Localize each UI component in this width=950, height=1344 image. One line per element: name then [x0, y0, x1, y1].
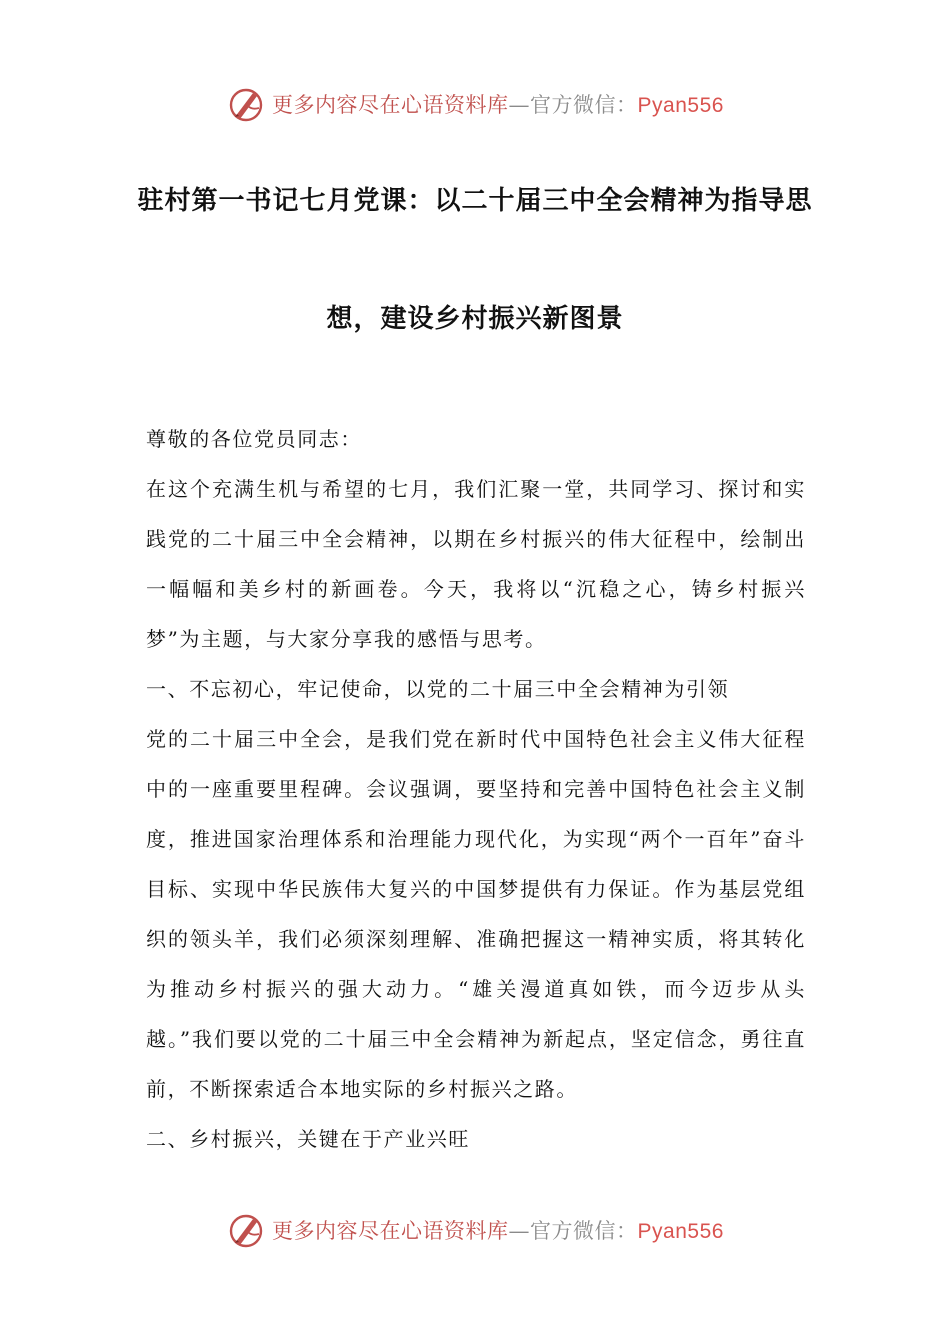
watermark-text — [272, 1215, 724, 1245]
pen-logo-icon — [226, 84, 266, 124]
watermark-library: 更多内容尽在心语资料库 — [272, 93, 509, 117]
section-1-paragraph: 党的二十届三中全会，是我们党在新时代中国特色社会主义伟大征程中的一座重要里程碑。会议强调，要坚持和完善中国特色社会主义制度，推进国家治理体系和治理能力现代化，为实现“两个一百年”奋斗目标、实现中华民族伟大复兴的中国梦提供有力保证。作为基层党组织的领头羊，我们必须深刻理解、准确把握这一精神实质，将其转化为推动乡村振兴的强大动力。“雄关漫道真如铁，而今迈步从头越。”我们要以党的二十届三中全会精神为新起点，坚定信念，勇往直前，不断探索适合本地实际的乡村振兴之路。 — [146, 727, 806, 1101]
document-body — [146, 414, 806, 1164]
watermark-separator: — — [508, 1219, 531, 1243]
watermark-wechat-label: 官方微信： — [530, 1219, 638, 1243]
watermark-wechat-id: Pyan556 — [637, 94, 724, 117]
section-heading-2: 二、乡村振兴，关键在于产业兴旺 — [146, 1127, 470, 1151]
watermark-text — [272, 89, 724, 119]
footer-watermark-banner — [0, 1208, 950, 1252]
watermark-separator: — — [508, 93, 531, 117]
intro-paragraph: 在这个充满生机与希望的七月，我们汇聚一堂，共同学习、探讨和实践党的二十届三中全会精神，以期在乡村振兴的伟大征程中，绘制出一幅幅和美乡村的新画卷。今天，我将以“沉稳之心，铸乡村振兴梦”为主题，与大家分享我的感悟与思考。 — [146, 477, 806, 651]
watermark-library: 更多内容尽在心语资料库 — [272, 1219, 509, 1243]
pen-logo-icon — [226, 1210, 266, 1250]
salutation: 尊敬的各位党员同志： — [146, 427, 362, 451]
document-title-line-1: 驻村第一书记七月党课：以二十届三中全会精神为指导思 — [137, 186, 813, 216]
watermark-wechat-id: Pyan556 — [637, 1220, 724, 1243]
document-title-line-2: 想，建设乡村振兴新图景 — [326, 304, 624, 334]
header-watermark-banner — [0, 82, 950, 126]
watermark-wechat-label: 官方微信： — [530, 93, 638, 117]
section-heading-1: 一、不忘初心，牢记使命，以党的二十届三中全会精神为引领 — [146, 677, 730, 701]
